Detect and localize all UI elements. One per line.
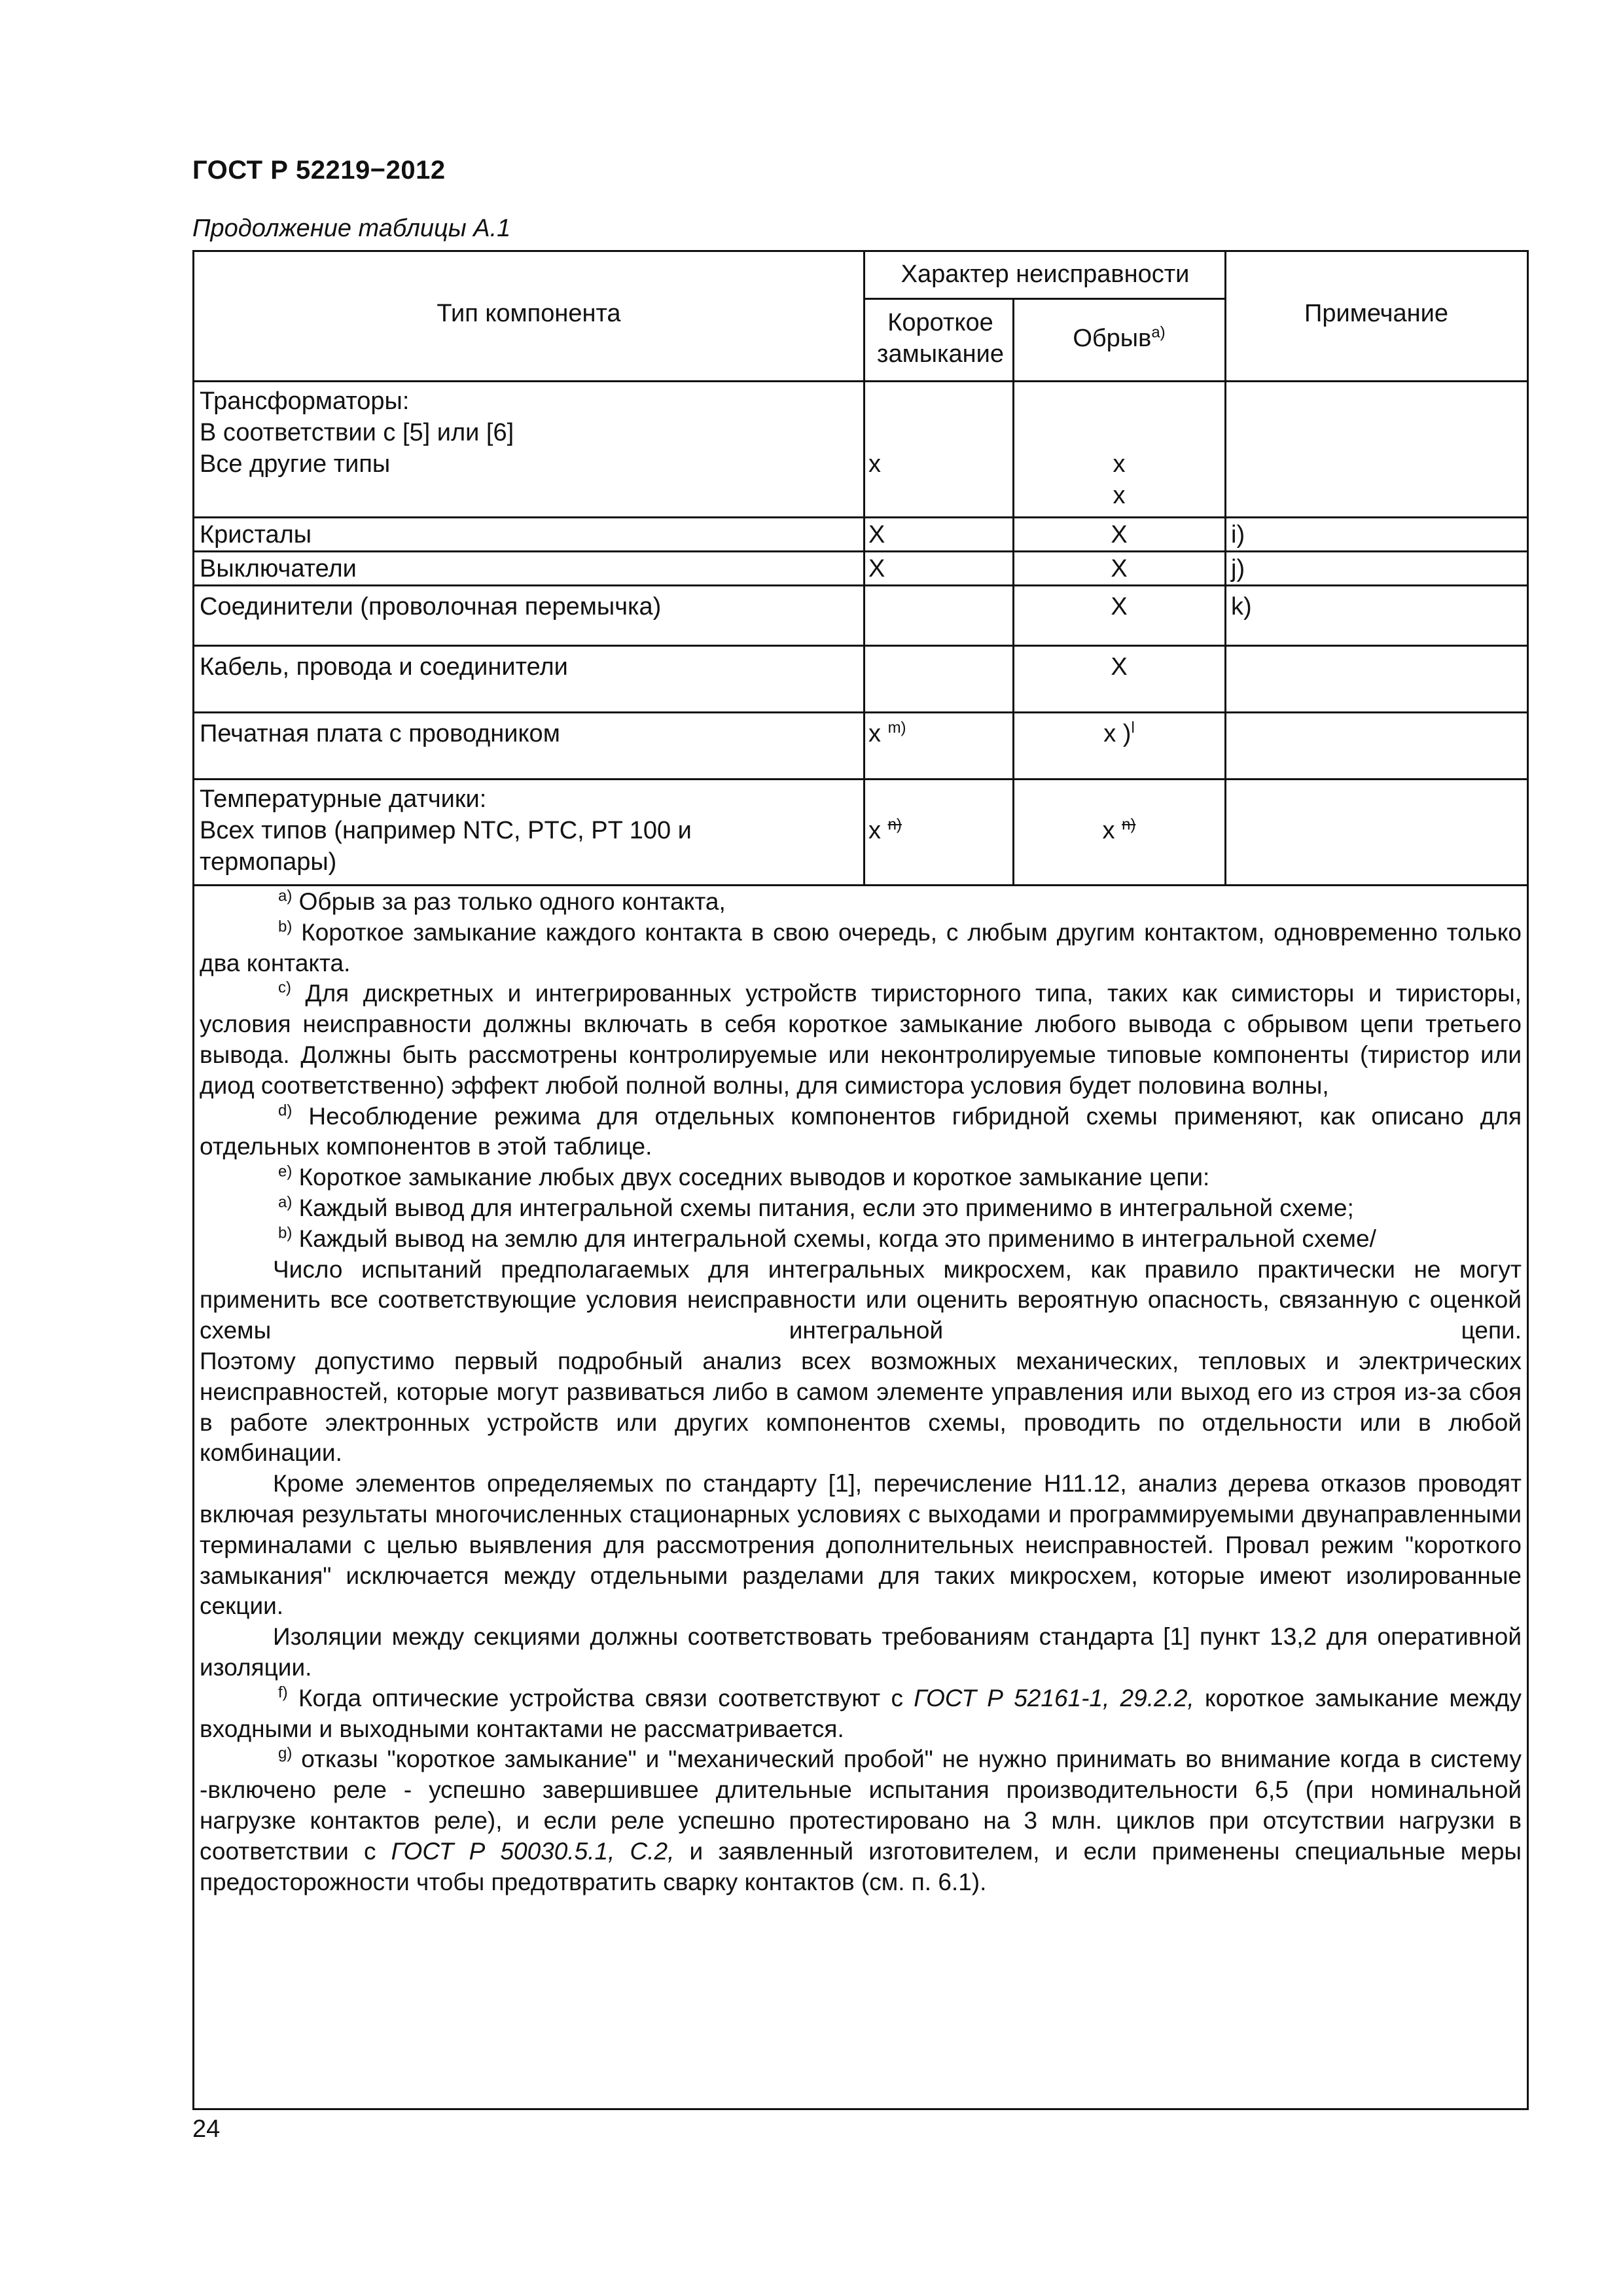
row-crystals-component: Кристалы (200, 521, 312, 548)
paragraph-isolation: Изоляции между секциями должны соответствовать требованиям стандарта [1] пункт 13,2 для оперативной изоляции. (200, 1623, 1522, 1681)
footnote-c: $^{c)}$ Для дискретных и интегрированных устройств тиристорного типа, таких как симисторы и тиристоры, условия неисправности должны включать в себя короткое замыкание любого вывода с обрывом цепи третьего вывода. Должны быть рассмотрены контролируемые или неконтролируемые типовые компоненты (тиристор или диод соответственно) эффект любой полной волны, для симистора условия будет половина волны, (200, 979, 1522, 1099)
header-bottom-line (194, 380, 1527, 382)
footnote-e: $^{e)}$ Короткое замыкание любых двух соседних выводов и короткое замыкание цепи: (278, 1162, 1210, 1191)
header-note: Примечание (1304, 300, 1448, 327)
row-pcb-component: Печатная плата с проводником (200, 720, 560, 747)
header-component: Тип компонента (437, 300, 621, 327)
row-switches-note: j) (1231, 555, 1245, 583)
col-line (1224, 252, 1226, 884)
row-crystals-note: i) (1231, 521, 1245, 548)
row-line (194, 711, 1527, 713)
row-crystals-short: X (868, 521, 885, 548)
row-connectors-note: k) (1231, 593, 1252, 620)
paragraph-analysis: Поэтому допустимо первый подробный анализ всех возможных механических, тепловых и электрических неисправностей, которые могут развиваться либо в самом элементе управления или выход его из строя из-за сбоя в работе электронных устройств или других компонентов схемы, проводить по отдельности или в любой комбинации. (200, 1347, 1522, 1467)
header-open-circuit: Обрыв$^{a)}$ (1073, 323, 1166, 352)
table-continuation-caption: Продолжение таблицы А.1 (192, 215, 511, 242)
footnote-e-b: $^{b)}$ Каждый вывод на землю для интегральной схемы, когда это применимо в интегральной схеме/ (278, 1224, 1376, 1252)
row-cables-open: X (1111, 653, 1128, 681)
row-pcb-short: x $^{m)}$ (868, 719, 906, 747)
row-line (194, 584, 1527, 586)
row-transformers-open: x x (1113, 450, 1126, 509)
paragraph-fault-tree: Кроме элементов определяемых по стандарту [1], перечисление H11.12, анализ дерева отказов проводят включая результаты многочисленных стационарных условиях с выходами и программируемыми двунаправленными терминалами с целью выявления для рассмотрения дополнительных неисправностей. Провал режим "короткого замыкания" исключается между отдельными разделами для таких микросхем, которые имеют изолированные секции. (200, 1470, 1522, 1620)
header-short-circuit: Короткое замыкание (877, 309, 1004, 368)
table-footnotes (200, 887, 1522, 1897)
row-pcb-open: x )$^l$ (1103, 719, 1135, 747)
row-switches-short: X (868, 555, 885, 583)
row-connectors-component: Соединители (проволочная перемычка) (200, 593, 662, 620)
row-line (194, 550, 1527, 552)
row-switches-open: X (1111, 555, 1128, 583)
table-body-bottom-line (194, 884, 1527, 886)
row-connectors-open: X (1111, 593, 1128, 620)
row-line (194, 778, 1527, 780)
footnote-e-a: $^{a)}$ Каждый вывод для интегральной схемы питания, если это применимо в интегральной схеме; (278, 1193, 1354, 1221)
row-line (194, 645, 1527, 647)
footnote-d: $^{d)}$ Несоблюдение режима для отдельных компонентов гибридной схемы применяют, как описано для отдельных компонентов в этой таблице. (200, 1102, 1522, 1160)
document-id: ГОСТ Р 52219−2012 (192, 156, 446, 185)
footnote-a: $^{a)}$ Обрыв за раз только одного контакта, (278, 887, 726, 915)
footnote-g: $^{g)}$ отказы "короткое замыкание" и "механический пробой" не нужно принимать во внимание когда в систему -включено реле - успешно завершившее длительные испытания производительности 6,5 (при номинальной нагрузке контактов реле), и если реле успешно протестировано на 3 млн. циклов при отсутствии нагрузки в соответствии с ГОСТ Р 50030.5.1, С.2, и заявленный изготовителем, и если применены специальные меры предосторожности чтобы предотвратить сварку контактов (см. п. 6.1). (200, 1744, 1522, 1895)
row-sensors-component: Температурные датчики: Всех типов (например NTC, PTC, PT 100 и термопары) (200, 785, 692, 876)
header-divider-fault (865, 298, 1226, 300)
row-sensors-open: x $^{n)}$ (1102, 816, 1136, 844)
row-line (194, 516, 1527, 518)
row-sensors-short: x $^{n)}$ (868, 816, 902, 844)
paragraph-tests: Число испытаний предполагаемых для интегральных микросхем, как правило практически не могут применить все соответствующие условия неисправности или оценить вероятную опасность, связанную с оценкой схемы интегральной цепи. (200, 1255, 1522, 1344)
row-transformers-short: x (868, 450, 881, 478)
row-cables-component: Кабель, провода и соединители (200, 653, 568, 681)
footnote-f: $^{f)}$ Когда оптические устройства связи соответствуют с ГОСТ Р 52161-1, 29.2.2, короткое замыкание между входными и выходными контактами не рассматривается. (200, 1683, 1522, 1742)
header-fault-nature: Характер неисправности (901, 260, 1190, 288)
col-line (863, 252, 865, 884)
fault-table (192, 250, 1529, 2110)
row-crystals-open: X (1111, 521, 1128, 548)
row-transformers-component: Трансформаторы: В соответствии с [5] или [6] Все другие типы (200, 387, 514, 478)
page-number: 24 (192, 2115, 221, 2143)
footnote-b: $^{b)}$ Короткое замыкание каждого контакта в свою очередь, с любым другим контактом, одновременно только два контакта. (200, 918, 1522, 977)
row-switches-component: Выключатели (200, 555, 357, 583)
